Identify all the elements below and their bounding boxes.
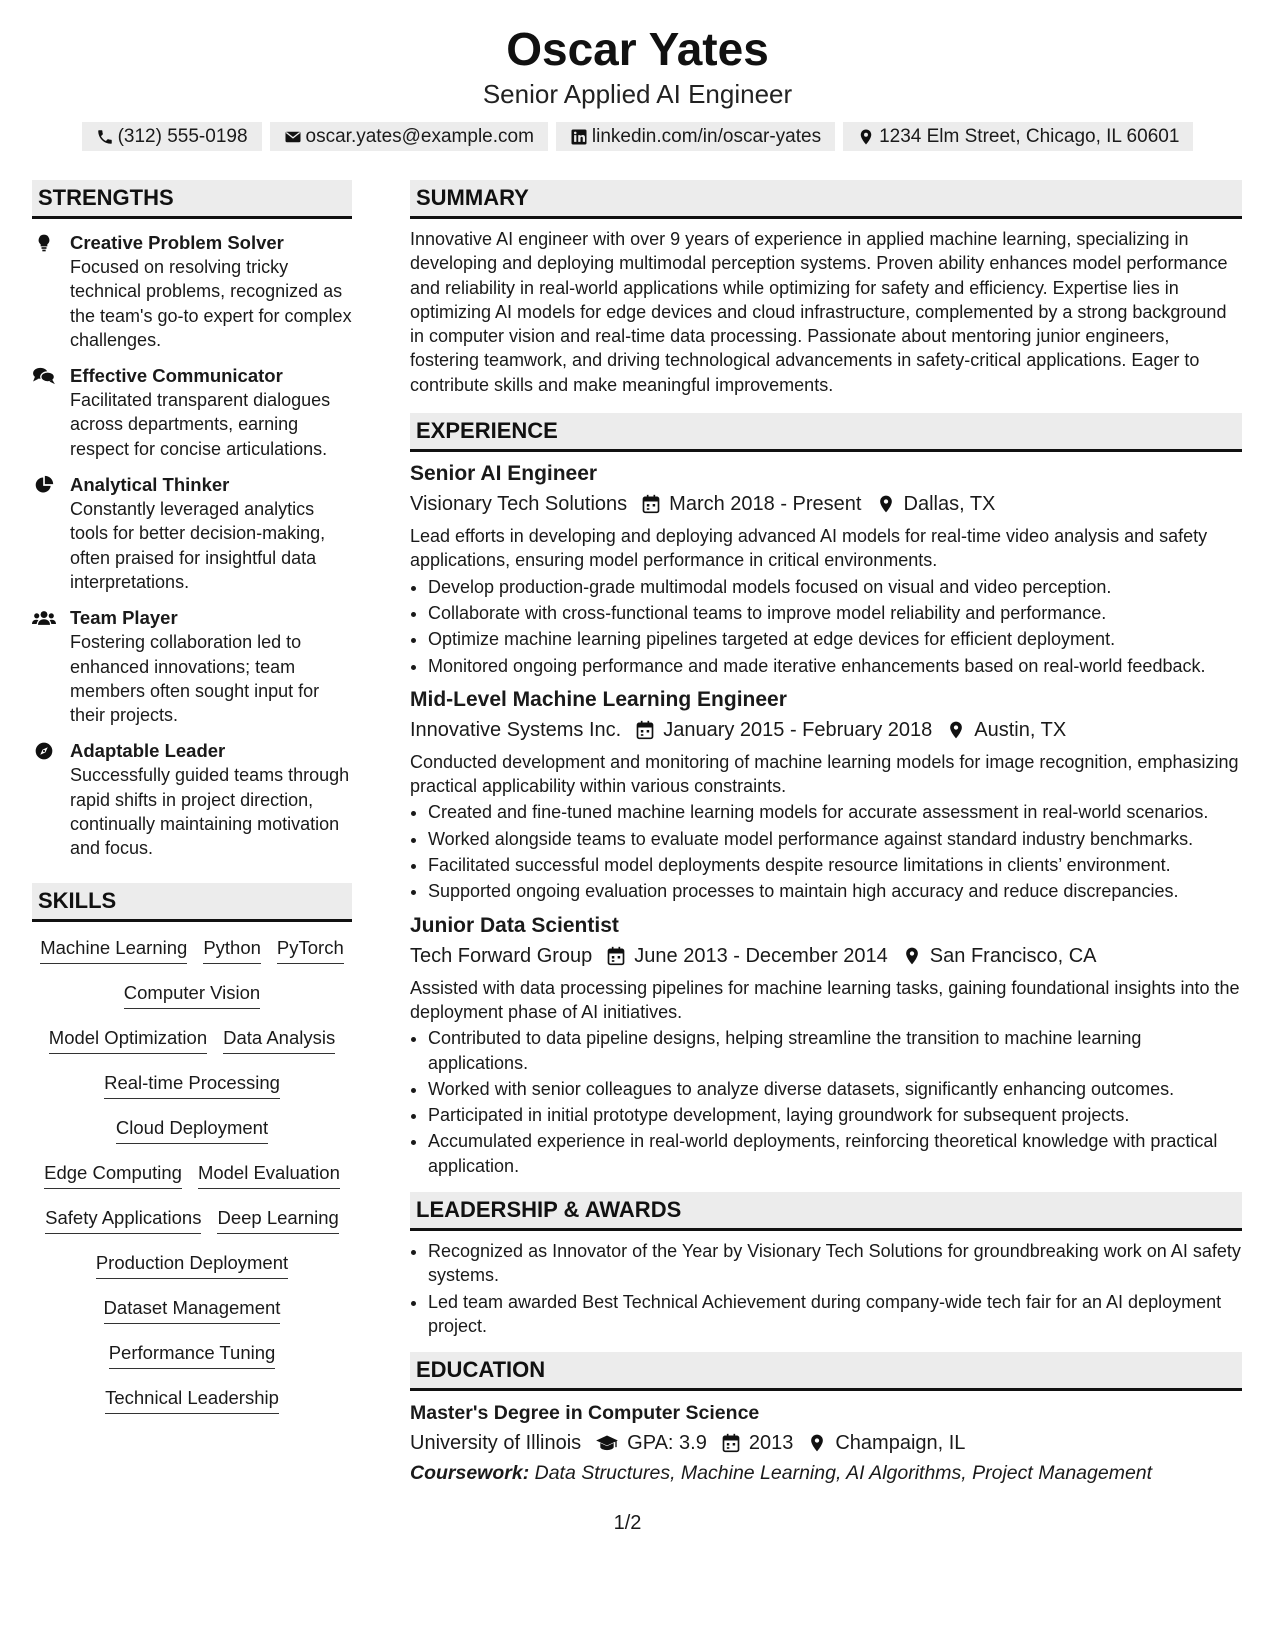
map-pin-icon — [946, 720, 966, 740]
skill-row — [32, 936, 352, 981]
strength-item — [32, 473, 352, 594]
skills-list — [32, 936, 352, 1431]
job-location: San Francisco, CA — [929, 944, 1097, 967]
map-pin-icon — [807, 1433, 827, 1453]
candidate-title: Senior Applied AI Engineer — [482, 79, 793, 109]
skill-tag: Model Evaluation — [198, 1161, 340, 1189]
map-pin-icon — [902, 946, 922, 966]
strength-item — [32, 364, 352, 461]
strength-title: Analytical Thinker — [70, 474, 230, 496]
skill-tag: Machine Learning — [40, 936, 187, 964]
job-meta — [410, 716, 1242, 744]
resume-header — [0, 0, 1275, 151]
strength-desc: Successfully guided teams through rapid shifts in project direction, continually maintaining motivation and focus. — [70, 765, 350, 859]
job-bullets — [410, 1026, 1242, 1178]
list-item: • Optimize machine learning pipelines targeted at edge devices for efficient deployment. — [428, 627, 1242, 651]
comments-icon — [32, 366, 56, 386]
calendar-icon — [606, 946, 626, 966]
skill-row — [32, 1251, 352, 1296]
job-entry — [410, 912, 1242, 1178]
right-column — [410, 180, 1242, 1487]
skill-row — [32, 1206, 352, 1251]
list-item: • Collaborate with cross-functional teams to improve model reliability and performance. — [428, 601, 1242, 625]
job-title: Mid-Level Machine Learning Engineer — [410, 687, 787, 711]
skill-row — [32, 981, 352, 1026]
email-text: oscar.yates@example.com — [305, 126, 534, 147]
job-bullets — [410, 575, 1242, 678]
strength-desc: Focused on resolving tricky technical problems, recognized as the team's go-to expert for complex challenges. — [70, 257, 352, 350]
job-description: Assisted with data processing pipelines for machine learning tasks, gaining foundational insights into the deployment phase of AI initiatives. — [410, 977, 1240, 1022]
calendar-icon — [721, 1433, 741, 1453]
map-pin-icon — [857, 128, 875, 146]
summary-text: Innovative AI engineer with over 9 years of experience in applied machine learning, specializing in developing and deploying multimodal perception systems. Proven ability enhances model performance and reliability in real-world applications while optimizing for safety and efficiency. Expertise lies in optimizing AI models for edge devices and cloud infrastructure, complemented by a strong background in computer vision and real-time data processing. Passionate about mentoring junior engineers, fostering teamwork, and driving technological advancements in safety-critical applications. Eager to contribute skills and make meaningful improvements. — [410, 229, 1228, 395]
list-item: • Facilitated successful model deployments despite resource limitations in clients’ environment. — [428, 853, 1242, 877]
skill-tag: Production Deployment — [96, 1251, 288, 1279]
skill-tag: Data Analysis — [223, 1026, 335, 1054]
skill-tag: Technical Leadership — [105, 1386, 279, 1414]
skill-row — [32, 1116, 352, 1161]
candidate-name: Oscar Yates — [506, 23, 769, 75]
job-company: Tech Forward Group — [410, 944, 593, 967]
strengths-heading: STRENGTHS — [32, 180, 352, 219]
strength-title: Adaptable Leader — [70, 740, 226, 762]
skill-row — [32, 1026, 352, 1071]
compass-icon — [32, 741, 56, 761]
job-title: Junior Data Scientist — [410, 913, 619, 937]
job-location: Dallas, TX — [903, 493, 996, 516]
graduation-year: 2013 — [748, 1432, 794, 1455]
phone-chip[interactable] — [82, 122, 262, 151]
job-description: Lead efforts in developing and deploying advanced AI models for real-time video analysis and safety applications, ensuring model performance in critical environments. — [410, 526, 1208, 571]
list-item: • Worked with senior colleagues to analyze diverse datasets, significantly enhancing outcomes. — [428, 1077, 1242, 1101]
linkedin-chip[interactable] — [556, 122, 835, 151]
left-column — [32, 180, 352, 1431]
job-dates: January 2015 - February 2018 — [663, 718, 933, 741]
calendar-icon — [641, 494, 661, 514]
job-dates: March 2018 - Present — [669, 493, 862, 516]
job-bullets — [410, 800, 1242, 903]
school-name: University of Illinois — [410, 1432, 582, 1455]
strength-desc: Constantly leveraged analytics tools for better decision-making, often praised for insightful data interpretations. — [70, 499, 326, 592]
gpa: GPA: 3.9 — [627, 1432, 707, 1455]
education-meta — [410, 1429, 1242, 1457]
job-company: Innovative Systems Inc. — [410, 718, 622, 741]
skill-row — [32, 1341, 352, 1386]
graduation-cap-icon — [595, 1433, 619, 1453]
strength-title: Team Player — [70, 607, 178, 629]
job-entry — [410, 686, 1242, 904]
skill-tag: Model Optimization — [49, 1026, 207, 1054]
strength-item — [32, 739, 352, 860]
linkedin-icon — [570, 128, 588, 146]
calendar-icon — [635, 720, 655, 740]
skill-row — [32, 1386, 352, 1431]
skill-tag: Edge Computing — [44, 1161, 182, 1189]
linkedin-text: linkedin.com/in/oscar-yates — [591, 126, 822, 147]
list-item: • Supported ongoing evaluation processes to maintain high accuracy and reduce discrepancies. — [428, 879, 1242, 903]
job-meta — [410, 490, 1242, 518]
list-item: • Recognized as Innovator of the Year by Visionary Tech Solutions for groundbreaking work on AI safety systems. — [428, 1239, 1242, 1288]
job-location: Austin, TX — [974, 718, 1067, 741]
experience-heading: EXPERIENCE — [410, 413, 1242, 452]
list-item: • Worked alongside teams to evaluate model performance against standard industry benchmarks. — [428, 827, 1242, 851]
skill-row — [32, 1071, 352, 1116]
address-text: 1234 Elm Street, Chicago, IL 60601 — [879, 126, 1180, 147]
awards-heading: LEADERSHIP & AWARDS — [410, 1192, 1242, 1231]
job-dates: June 2013 - December 2014 — [634, 944, 888, 967]
job-meta — [410, 942, 1242, 970]
phone-icon — [96, 128, 114, 146]
skill-tag: PyTorch — [277, 936, 344, 964]
education-heading: EDUCATION — [410, 1352, 1242, 1391]
skill-tag: Real-time Processing — [104, 1071, 280, 1099]
job-company: Visionary Tech Solutions — [410, 493, 628, 516]
skill-tag: Python — [203, 936, 261, 964]
strength-item — [32, 231, 352, 352]
degree-title: Master's Degree in Computer Science — [410, 1402, 760, 1425]
list-item: • Develop production-grade multimodal models focused on visual and video perception. — [428, 575, 1242, 599]
list-item: • Monitored ongoing performance and made iterative enhancements based on real-world feedback. — [428, 654, 1242, 678]
skill-tag: Computer Vision — [124, 981, 260, 1009]
list-item: • Participated in initial prototype development, laying groundwork for subsequent projects. — [428, 1103, 1242, 1127]
strength-item — [32, 606, 352, 727]
coursework — [410, 1459, 1242, 1487]
skills-heading: SKILLS — [32, 883, 352, 922]
skill-row — [32, 1296, 352, 1341]
strength-title: Creative Problem Solver — [70, 232, 284, 253]
pie-chart-icon — [32, 475, 56, 495]
envelope-icon — [284, 128, 302, 146]
coursework-label: Coursework: — [410, 1462, 530, 1485]
lightbulb-icon — [32, 233, 56, 253]
skill-tag: Performance Tuning — [109, 1341, 276, 1369]
coursework-list: Data Structures, Machine Learning, AI Algorithms, Project Management — [534, 1462, 1153, 1485]
page-number: 1/2 — [613, 1512, 642, 1534]
phone-text: (312) 555-0198 — [117, 126, 248, 147]
school-location: Champaign, IL — [835, 1432, 966, 1455]
email-chip[interactable] — [270, 122, 548, 151]
skill-tag: Safety Applications — [45, 1206, 201, 1234]
list-item: • Contributed to data pipeline designs, helping streamline the transition to machine learning applications. — [428, 1026, 1242, 1075]
job-entry — [410, 460, 1242, 678]
summary-heading: SUMMARY — [410, 180, 1242, 219]
strength-desc: Facilitated transparent dialogues across departments, earning respect for concise articulations. — [70, 390, 331, 459]
strength-title: Effective Communicator — [70, 365, 283, 387]
list-item: • Created and fine-tuned machine learning models for accurate assessment in real-world scenarios. — [428, 800, 1242, 824]
skill-tag: Deep Learning — [217, 1206, 338, 1234]
address-chip[interactable] — [843, 122, 1193, 151]
job-title: Senior AI Engineer — [410, 462, 598, 486]
skill-tag: Dataset Management — [104, 1296, 281, 1324]
contact-bar — [0, 122, 1275, 151]
skill-tag: Cloud Deployment — [116, 1116, 268, 1144]
job-description: Conducted development and monitoring of machine learning models for image recognition, emphasizing practical applicability within various constraints. — [410, 751, 1239, 797]
awards-list — [410, 1239, 1242, 1338]
map-pin-icon — [876, 494, 896, 514]
list-item: • Accumulated experience in real-world deployments, reinforcing theoretical knowledge with practical application. — [428, 1129, 1242, 1178]
skill-row — [32, 1161, 352, 1206]
users-icon — [32, 608, 56, 628]
strength-desc: Fostering collaboration led to enhanced innovations; team members often sought input for their projects. — [70, 632, 320, 726]
list-item: • Led team awarded Best Technical Achievement during company-wide tech fair for an AI deployment project. — [428, 1290, 1242, 1339]
